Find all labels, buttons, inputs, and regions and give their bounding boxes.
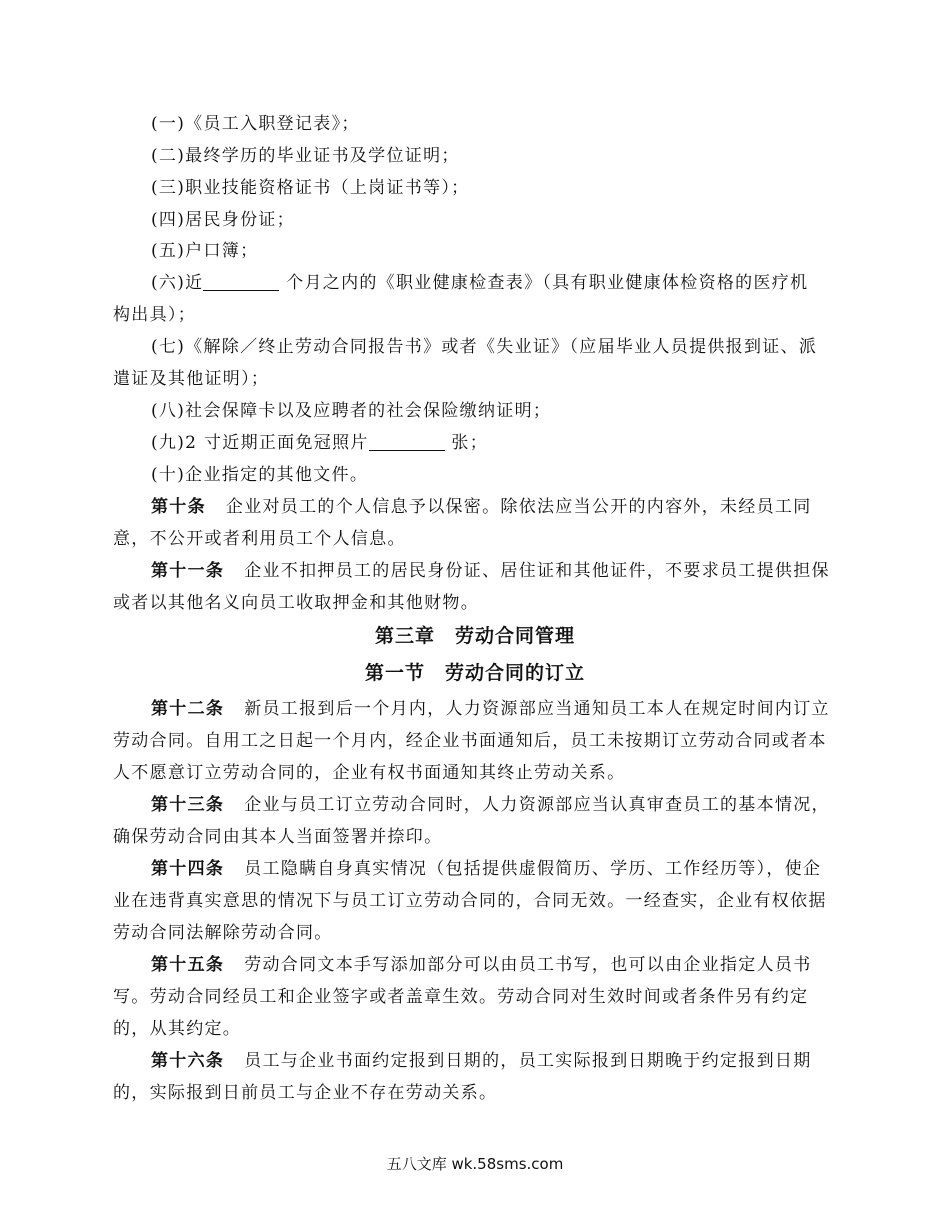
fill-in-blank (203, 272, 279, 291)
page-footer: 五八文库 wk.58sms.com (386, 1155, 564, 1173)
article-label: 第十一条 (151, 561, 225, 581)
list-item: (十)企业指定的其他文件。 (151, 465, 369, 485)
article-10 (151, 495, 881, 519)
list-item: (五)户口簿； (151, 241, 259, 261)
article-text: 员工隐瞒自身真实情况（包括提供虚假简历、学历、工作经历等），使企 (244, 859, 822, 879)
list-item-text: (六)近 (151, 273, 204, 293)
article-text: 企业不扣押员工的居民身份证、居住证和其他证件，不要求员工提供担保 (244, 561, 830, 581)
article-text: 确保劳动合同由其本人当面签署并捺印。 (113, 827, 443, 847)
chapter-title: 劳动合同管理 (455, 625, 576, 647)
article-text: 的，实际报到日前员工与企业不存在劳动关系。 (113, 1083, 498, 1103)
article-text: 劳动合同法解除劳动合同。 (113, 923, 333, 943)
list-item (151, 431, 881, 455)
list-item-text: 个月之内的《职业健康检查表》（具有职业健康体检资格的医疗机 (279, 273, 809, 293)
article-text: 员工与企业书面约定报到日期的，员工实际报到日期晚于约定报到日期 (244, 1051, 812, 1071)
fill-in-blank (369, 432, 445, 451)
list-item (151, 271, 881, 295)
article-text: 企业与员工订立劳动合同时，人力资源部应当认真审查员工的基本情况， (244, 795, 830, 815)
list-item: (七)《解除／终止劳动合同报告书》或者《失业证》（应届毕业人员提供报到证、派 (151, 337, 818, 357)
list-item: (三)职业技能资格证书（上岗证书等）； (151, 178, 470, 198)
list-item: (四)居民身份证； (151, 210, 295, 230)
article-text: 或者以其他名义向员工收取押金和其他财物。 (113, 593, 479, 613)
article-text: 意，不公开或者利用员工个人信息。 (113, 529, 406, 549)
list-item: (八)社会保障卡以及应聘者的社会保险缴纳证明； (151, 401, 552, 421)
article-13 (151, 793, 881, 817)
article-15 (151, 953, 881, 977)
chapter-number: 第三章 (374, 625, 435, 647)
list-item: (二)最终学历的毕业证书及学位证明； (151, 146, 460, 166)
list-item-text: (九)2 寸近期正面免冠照片 (151, 433, 369, 453)
article-16 (151, 1049, 881, 1073)
article-text: 人不愿意订立劳动合同的，企业有权书面通知其终止劳动关系。 (113, 763, 626, 783)
section-heading (0, 660, 950, 686)
list-item: (一)《员工入职登记表》； (151, 114, 360, 134)
article-text: 写。劳动合同经员工和企业签字或者盖章生效。劳动合同对生效时间或者条件另有约定 (113, 987, 809, 1007)
article-text: 的，从其约定。 (113, 1019, 242, 1039)
list-item-continuation: 构出具）； (113, 305, 196, 325)
chapter-heading (0, 623, 950, 649)
article-text: 业在违背真实意思的情况下与员工订立劳动合同的，合同无效。一经查实，企业有权依据 (113, 891, 827, 911)
article-text: 劳动合同。自用工之日起一个月内，经企业书面通知后，员工未按期订立劳动合同或者本 (113, 731, 827, 751)
article-text: 新员工报到后一个月内，人力资源部应当通知员工本人在规定时间内订立 (244, 699, 830, 719)
article-12 (151, 697, 881, 721)
list-item-text: 张； (444, 433, 488, 453)
article-label: 第十二条 (151, 699, 225, 719)
section-number: 第一节 (364, 662, 425, 684)
article-label: 第十四条 (151, 859, 225, 879)
article-11 (151, 559, 881, 583)
article-text: 企业对员工的个人信息予以保密。除依法应当公开的内容外，未经员工同 (225, 497, 812, 517)
article-label: 第十六条 (151, 1051, 225, 1071)
article-label: 第十三条 (151, 795, 225, 815)
list-item-continuation: 遣证及其他证明）； (113, 369, 270, 389)
article-text: 劳动合同文本手写添加部分可以由员工书写，也可以由企业指定人员书 (244, 955, 812, 975)
article-label: 第十条 (151, 497, 206, 517)
article-14 (151, 857, 881, 881)
article-label: 第十五条 (151, 955, 225, 975)
section-title: 劳动合同的订立 (445, 662, 586, 684)
